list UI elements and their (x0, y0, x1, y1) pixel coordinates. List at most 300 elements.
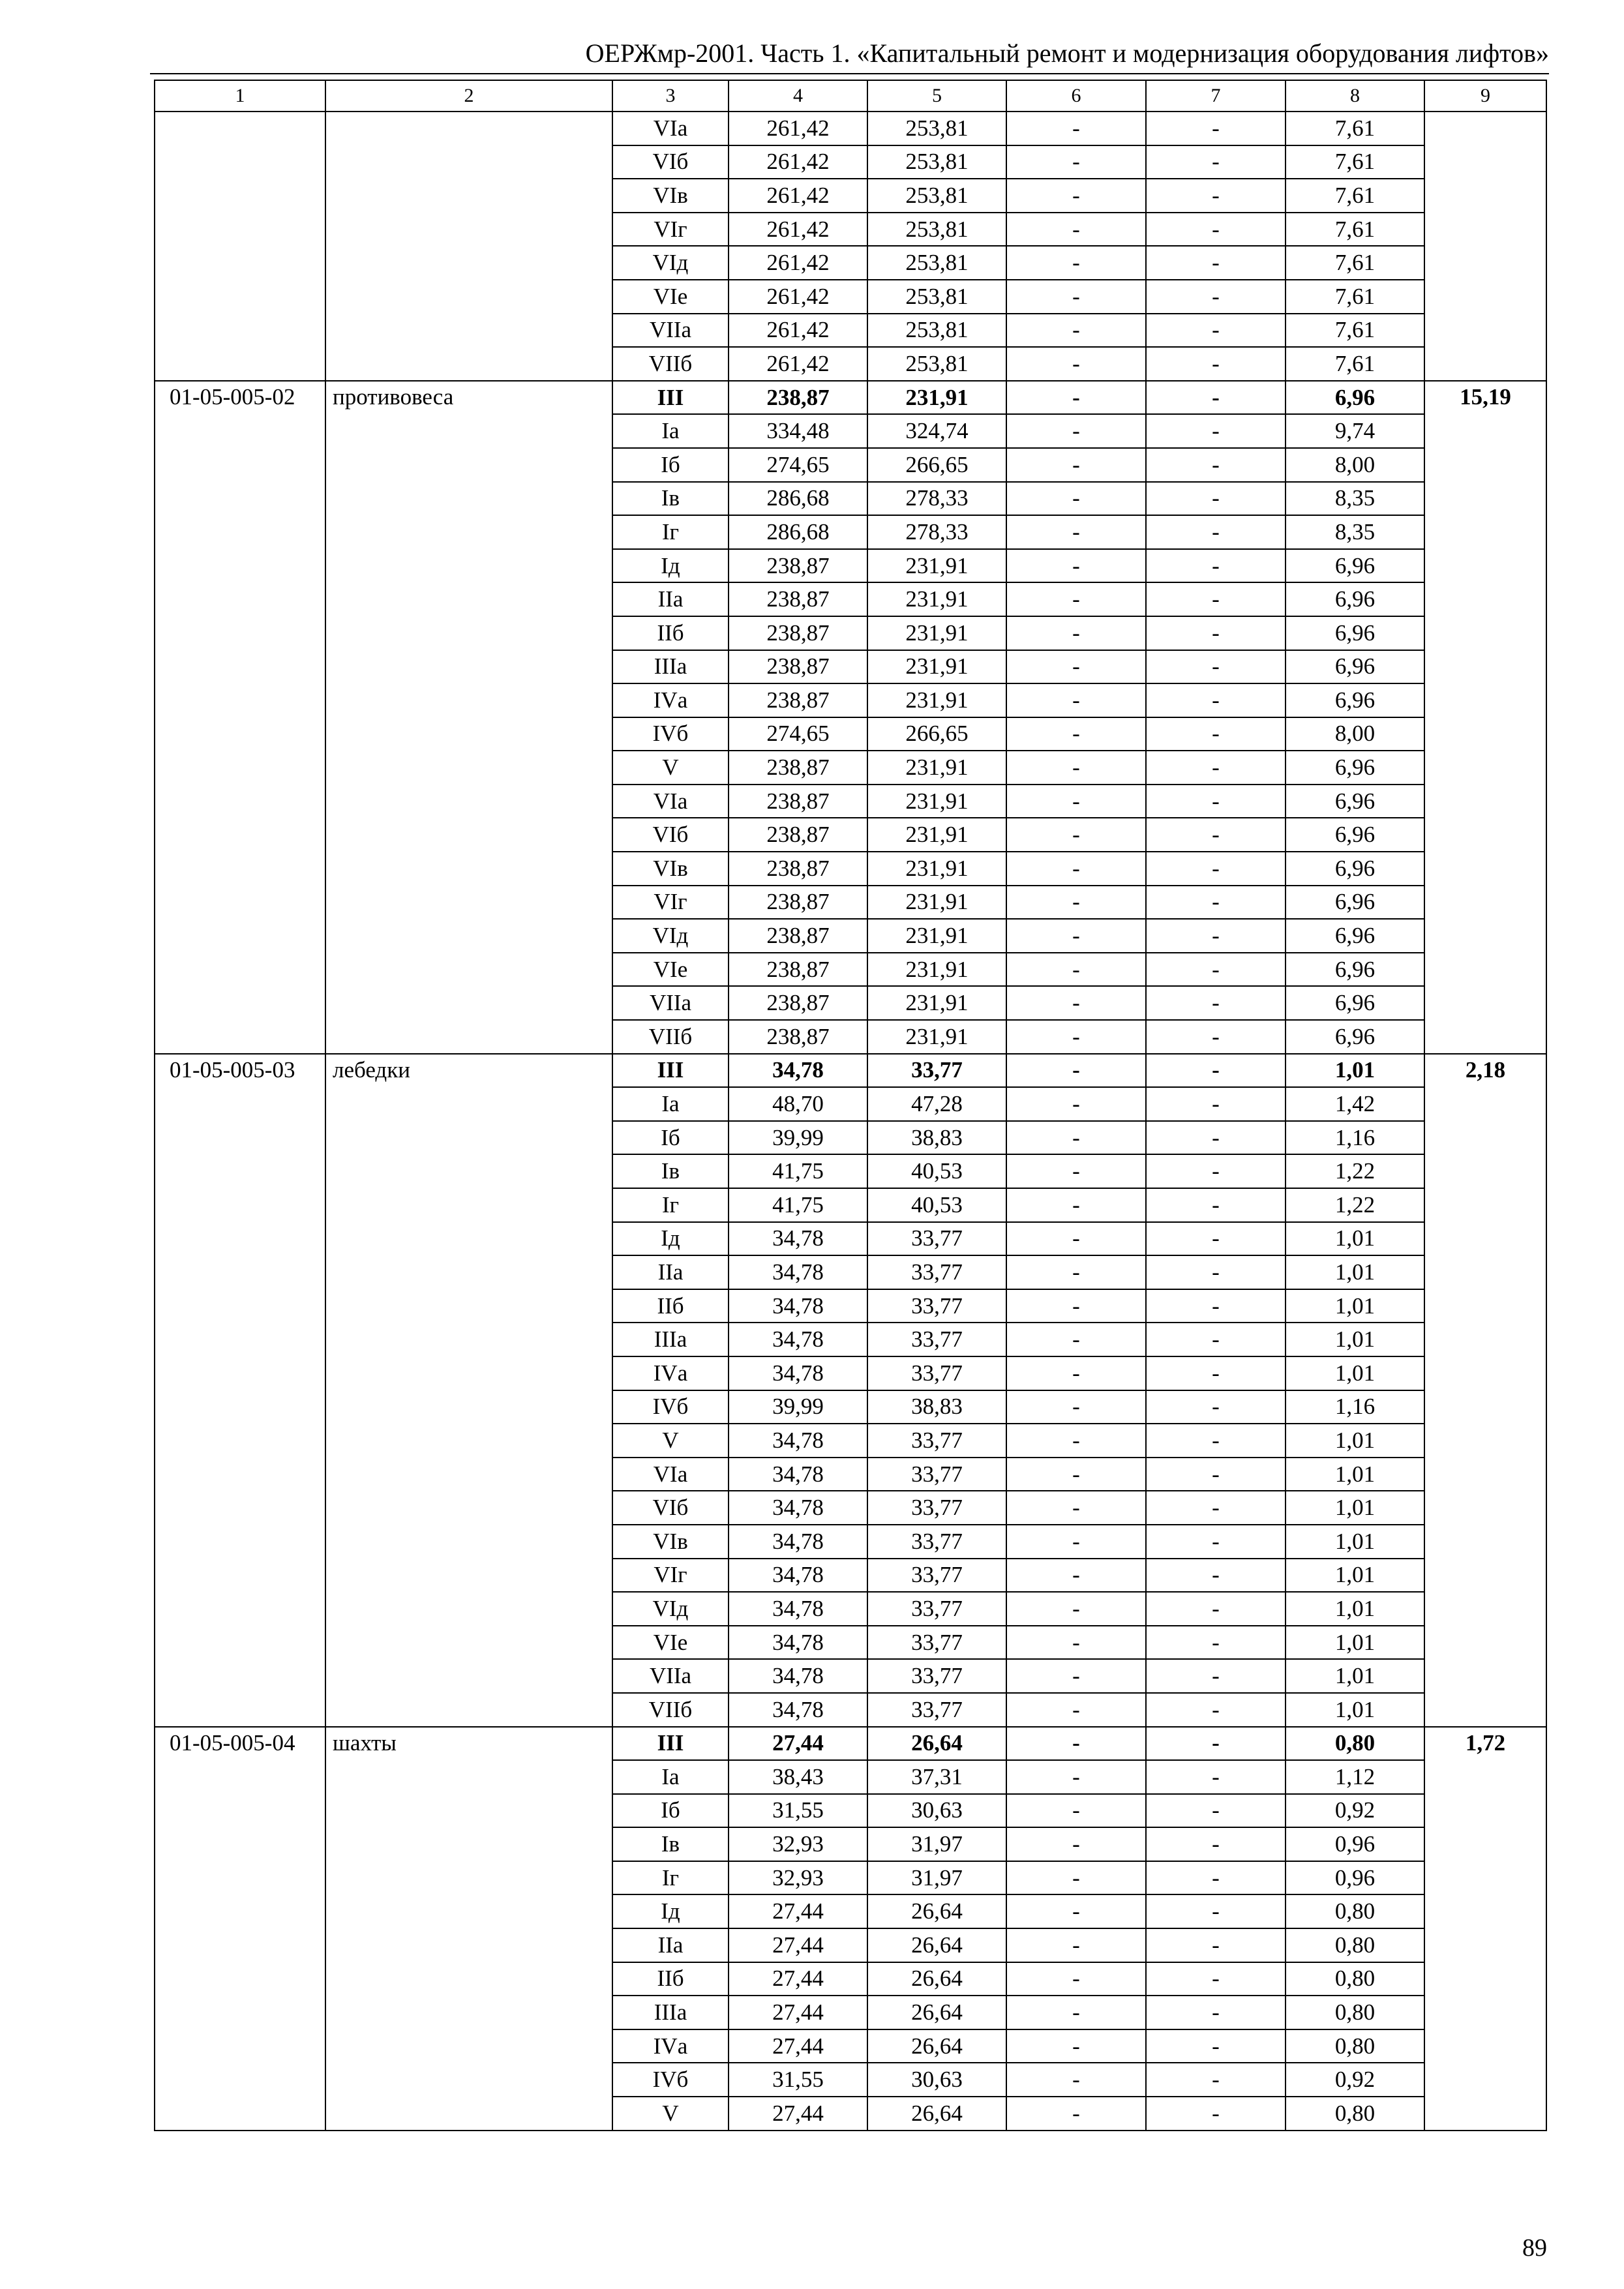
machine-cost-cell: - (1006, 1255, 1146, 1289)
driver-cost-cell: - (1146, 1491, 1286, 1525)
labor-cost-cell: 31,97 (867, 1861, 1006, 1895)
machine-cost-cell: - (1006, 751, 1146, 785)
labor-cost-cell: 231,91 (867, 616, 1006, 650)
materials-cost-cell: 1,01 (1286, 1626, 1424, 1660)
driver-cost-cell: - (1146, 751, 1286, 785)
driver-cost-cell: - (1146, 1659, 1286, 1693)
labor-hours-cell: 15,19 (1424, 381, 1546, 1054)
driver-cost-cell: - (1146, 1289, 1286, 1323)
driver-cost-cell: - (1146, 1390, 1286, 1424)
materials-cost-cell: 6,96 (1286, 381, 1424, 415)
column-number: 4 (729, 80, 867, 112)
machine-cost-cell: - (1006, 1760, 1146, 1794)
materials-cost-cell: 1,16 (1286, 1390, 1424, 1424)
zone-cell: IIа (612, 1928, 729, 1962)
driver-cost-cell: - (1146, 1760, 1286, 1794)
zone-cell: IIб (612, 616, 729, 650)
driver-cost-cell: - (1146, 1020, 1286, 1054)
labor-cost-cell: 253,81 (867, 280, 1006, 314)
machine-cost-cell: - (1006, 1424, 1146, 1458)
column-number-row (155, 80, 1546, 112)
driver-cost-cell: - (1146, 549, 1286, 583)
driver-cost-cell: - (1146, 1592, 1286, 1626)
direct-cost-cell: 238,87 (729, 751, 867, 785)
machine-cost-cell: - (1006, 2029, 1146, 2063)
direct-cost-cell: 31,55 (729, 1794, 867, 1828)
driver-cost-cell: - (1146, 886, 1286, 920)
work-name-cell: противовеса (325, 381, 612, 1054)
materials-cost-cell: 1,01 (1286, 1255, 1424, 1289)
machine-cost-cell: - (1006, 1727, 1146, 1761)
machine-cost-cell: - (1006, 2097, 1146, 2131)
machine-cost-cell: - (1006, 213, 1146, 247)
machine-cost-cell: - (1006, 1996, 1146, 2029)
labor-cost-cell: 33,77 (867, 1054, 1006, 1088)
materials-cost-cell: 6,96 (1286, 886, 1424, 920)
driver-cost-cell: - (1146, 280, 1286, 314)
machine-cost-cell: - (1006, 1928, 1146, 1962)
zone-cell: V (612, 1424, 729, 1458)
direct-cost-cell: 27,44 (729, 1996, 867, 2029)
direct-cost-cell: 238,87 (729, 986, 867, 1020)
materials-cost-cell: 0,96 (1286, 1827, 1424, 1861)
direct-cost-cell: 32,93 (729, 1827, 867, 1861)
materials-cost-cell: 8,35 (1286, 482, 1424, 516)
zone-cell: III (612, 381, 729, 415)
direct-cost-cell: 238,87 (729, 1020, 867, 1054)
zone-cell: Iв (612, 1827, 729, 1861)
materials-cost-cell: 0,80 (1286, 1962, 1424, 1996)
column-number: 6 (1006, 80, 1146, 112)
machine-cost-cell: - (1006, 448, 1146, 482)
direct-cost-cell: 238,87 (729, 616, 867, 650)
column-number: 2 (325, 80, 612, 112)
driver-cost-cell: - (1146, 482, 1286, 516)
labor-cost-cell: 231,91 (867, 953, 1006, 987)
labor-cost-cell: 231,91 (867, 650, 1006, 684)
work-name-cell (325, 112, 612, 381)
materials-cost-cell: 0,80 (1286, 1928, 1424, 1962)
driver-cost-cell: - (1146, 246, 1286, 280)
machine-cost-cell: - (1006, 1491, 1146, 1525)
materials-cost-cell: 8,35 (1286, 515, 1424, 549)
labor-cost-cell: 33,77 (867, 1424, 1006, 1458)
page-header-title: ОЕРЖмр-2001. Часть 1. «Капитальный ремонт и модернизация оборудования лифтов» (585, 38, 1549, 68)
page-number: 89 (1522, 2234, 1547, 2262)
driver-cost-cell: - (1146, 1188, 1286, 1222)
machine-cost-cell: - (1006, 1962, 1146, 1996)
zone-cell: Iа (612, 1760, 729, 1794)
zone-cell: III (612, 1727, 729, 1761)
work-name-cell: шахты (325, 1727, 612, 2131)
table-row (155, 112, 1546, 145)
zone-cell: VIа (612, 112, 729, 145)
driver-cost-cell: - (1146, 616, 1286, 650)
machine-cost-cell: - (1006, 347, 1146, 381)
zone-cell: VIе (612, 1626, 729, 1660)
labor-hours-cell: 2,18 (1424, 1054, 1546, 1727)
direct-cost-cell: 334,48 (729, 414, 867, 448)
machine-cost-cell: - (1006, 986, 1146, 1020)
direct-cost-cell: 27,44 (729, 1962, 867, 1996)
zone-cell: Iв (612, 482, 729, 516)
zone-cell: Iв (612, 1154, 729, 1188)
driver-cost-cell: - (1146, 1323, 1286, 1356)
zone-cell: IIб (612, 1289, 729, 1323)
labor-cost-cell: 266,65 (867, 448, 1006, 482)
labor-cost-cell: 278,33 (867, 515, 1006, 549)
driver-cost-cell: - (1146, 2063, 1286, 2097)
machine-cost-cell: - (1006, 145, 1146, 179)
labor-cost-cell: 33,77 (867, 1356, 1006, 1390)
machine-cost-cell: - (1006, 1054, 1146, 1088)
materials-cost-cell: 6,96 (1286, 919, 1424, 953)
zone-cell: VIв (612, 852, 729, 886)
labor-cost-cell: 324,74 (867, 414, 1006, 448)
table-row (155, 381, 1546, 415)
labor-cost-cell: 231,91 (867, 986, 1006, 1020)
driver-cost-cell: - (1146, 1727, 1286, 1761)
machine-cost-cell: - (1006, 818, 1146, 852)
zone-cell: VIв (612, 1525, 729, 1559)
zone-cell: Iа (612, 414, 729, 448)
direct-cost-cell: 34,78 (729, 1659, 867, 1693)
machine-cost-cell: - (1006, 280, 1146, 314)
labor-cost-cell: 40,53 (867, 1154, 1006, 1188)
column-number: 3 (612, 80, 729, 112)
rate-code-cell: 01-05-005-04 (155, 1727, 325, 2131)
driver-cost-cell: - (1146, 1087, 1286, 1121)
direct-cost-cell: 31,55 (729, 2063, 867, 2097)
zone-cell: VIIа (612, 314, 729, 348)
column-number: 8 (1286, 80, 1424, 112)
direct-cost-cell: 34,78 (729, 1289, 867, 1323)
rate-code-cell (155, 112, 325, 381)
driver-cost-cell: - (1146, 1928, 1286, 1962)
direct-cost-cell: 34,78 (729, 1356, 867, 1390)
materials-cost-cell: 8,00 (1286, 717, 1424, 751)
labor-cost-cell: 33,77 (867, 1458, 1006, 1491)
materials-cost-cell: 1,01 (1286, 1289, 1424, 1323)
direct-cost-cell: 39,99 (729, 1390, 867, 1424)
labor-cost-cell: 231,91 (867, 1020, 1006, 1054)
materials-cost-cell: 7,61 (1286, 314, 1424, 348)
labor-cost-cell: 231,91 (867, 381, 1006, 415)
zone-cell: Iд (612, 1894, 729, 1928)
labor-cost-cell: 30,63 (867, 2063, 1006, 2097)
materials-cost-cell: 6,96 (1286, 852, 1424, 886)
materials-cost-cell: 7,61 (1286, 213, 1424, 247)
labor-cost-cell: 231,91 (867, 886, 1006, 920)
zone-cell: VIд (612, 919, 729, 953)
materials-cost-cell: 0,92 (1286, 1794, 1424, 1828)
direct-cost-cell: 261,42 (729, 280, 867, 314)
materials-cost-cell: 1,01 (1286, 1491, 1424, 1525)
labor-cost-cell: 33,77 (867, 1626, 1006, 1660)
materials-cost-cell: 6,96 (1286, 1020, 1424, 1054)
labor-cost-cell: 26,64 (867, 1996, 1006, 2029)
rate-code-cell: 01-05-005-02 (155, 381, 325, 1054)
labor-cost-cell: 253,81 (867, 347, 1006, 381)
materials-cost-cell: 1,01 (1286, 1525, 1424, 1559)
labor-cost-cell: 253,81 (867, 179, 1006, 213)
machine-cost-cell: - (1006, 1020, 1146, 1054)
machine-cost-cell: - (1006, 953, 1146, 987)
labor-cost-cell: 33,77 (867, 1323, 1006, 1356)
labor-cost-cell: 278,33 (867, 482, 1006, 516)
direct-cost-cell: 34,78 (729, 1255, 867, 1289)
labor-cost-cell: 30,63 (867, 1794, 1006, 1828)
machine-cost-cell: - (1006, 582, 1146, 616)
driver-cost-cell: - (1146, 381, 1286, 415)
direct-cost-cell: 261,42 (729, 179, 867, 213)
machine-cost-cell: - (1006, 482, 1146, 516)
zone-cell: Iа (612, 1087, 729, 1121)
machine-cost-cell: - (1006, 246, 1146, 280)
labor-cost-cell: 33,77 (867, 1525, 1006, 1559)
driver-cost-cell: - (1146, 179, 1286, 213)
zone-cell: IVб (612, 2063, 729, 2097)
zone-cell: Iд (612, 1222, 729, 1256)
machine-cost-cell: - (1006, 179, 1146, 213)
driver-cost-cell: - (1146, 919, 1286, 953)
driver-cost-cell: - (1146, 515, 1286, 549)
machine-cost-cell: - (1006, 1559, 1146, 1593)
labor-cost-cell: 38,83 (867, 1121, 1006, 1155)
direct-cost-cell: 238,87 (729, 683, 867, 717)
direct-cost-cell: 286,68 (729, 482, 867, 516)
materials-cost-cell: 1,12 (1286, 1760, 1424, 1794)
direct-cost-cell: 34,78 (729, 1626, 867, 1660)
driver-cost-cell: - (1146, 582, 1286, 616)
labor-cost-cell: 253,81 (867, 145, 1006, 179)
zone-cell: IIб (612, 1962, 729, 1996)
direct-cost-cell: 261,42 (729, 347, 867, 381)
materials-cost-cell: 6,96 (1286, 818, 1424, 852)
direct-cost-cell: 34,78 (729, 1222, 867, 1256)
materials-cost-cell: 1,01 (1286, 1592, 1424, 1626)
machine-cost-cell: - (1006, 1525, 1146, 1559)
machine-cost-cell: - (1006, 886, 1146, 920)
materials-cost-cell: 7,61 (1286, 246, 1424, 280)
zone-cell: IVа (612, 1356, 729, 1390)
direct-cost-cell: 27,44 (729, 2029, 867, 2063)
machine-cost-cell: - (1006, 112, 1146, 145)
labor-cost-cell: 40,53 (867, 1188, 1006, 1222)
zone-cell: VIIа (612, 986, 729, 1020)
machine-cost-cell: - (1006, 683, 1146, 717)
machine-cost-cell: - (1006, 785, 1146, 818)
rates-table (154, 80, 1547, 2131)
zone-cell: V (612, 751, 729, 785)
driver-cost-cell: - (1146, 314, 1286, 348)
zone-cell: Iг (612, 1861, 729, 1895)
materials-cost-cell: 1,01 (1286, 1424, 1424, 1458)
materials-cost-cell: 1,01 (1286, 1222, 1424, 1256)
labor-cost-cell: 26,64 (867, 1928, 1006, 1962)
materials-cost-cell: 6,96 (1286, 953, 1424, 987)
driver-cost-cell: - (1146, 347, 1286, 381)
direct-cost-cell: 261,42 (729, 213, 867, 247)
labor-cost-cell: 231,91 (867, 549, 1006, 583)
materials-cost-cell: 6,96 (1286, 785, 1424, 818)
machine-cost-cell: - (1006, 852, 1146, 886)
materials-cost-cell: 6,96 (1286, 582, 1424, 616)
zone-cell: VIб (612, 145, 729, 179)
driver-cost-cell: - (1146, 2029, 1286, 2063)
labor-cost-cell: 31,97 (867, 1827, 1006, 1861)
zone-cell: VIIб (612, 1693, 729, 1727)
direct-cost-cell: 27,44 (729, 1894, 867, 1928)
header-divider (150, 73, 1549, 74)
materials-cost-cell: 0,80 (1286, 2029, 1424, 2063)
driver-cost-cell: - (1146, 1121, 1286, 1155)
zone-cell: VIа (612, 785, 729, 818)
materials-cost-cell: 6,96 (1286, 549, 1424, 583)
zone-cell: IVб (612, 717, 729, 751)
driver-cost-cell: - (1146, 1222, 1286, 1256)
direct-cost-cell: 39,99 (729, 1121, 867, 1155)
driver-cost-cell: - (1146, 818, 1286, 852)
direct-cost-cell: 261,42 (729, 145, 867, 179)
materials-cost-cell: 7,61 (1286, 347, 1424, 381)
zone-cell: VIв (612, 179, 729, 213)
materials-cost-cell: 7,61 (1286, 112, 1424, 145)
materials-cost-cell: 6,96 (1286, 683, 1424, 717)
zone-cell: VIг (612, 213, 729, 247)
labor-cost-cell: 33,77 (867, 1255, 1006, 1289)
machine-cost-cell: - (1006, 1188, 1146, 1222)
driver-cost-cell: - (1146, 785, 1286, 818)
materials-cost-cell: 1,01 (1286, 1559, 1424, 1593)
driver-cost-cell: - (1146, 414, 1286, 448)
driver-cost-cell: - (1146, 1962, 1286, 1996)
driver-cost-cell: - (1146, 1996, 1286, 2029)
zone-cell: Iб (612, 1121, 729, 1155)
zone-cell: VIе (612, 280, 729, 314)
direct-cost-cell: 238,87 (729, 650, 867, 684)
zone-cell: V (612, 2097, 729, 2131)
direct-cost-cell: 32,93 (729, 1861, 867, 1895)
direct-cost-cell: 27,44 (729, 1928, 867, 1962)
labor-cost-cell: 231,91 (867, 683, 1006, 717)
zone-cell: IVб (612, 1390, 729, 1424)
labor-cost-cell: 231,91 (867, 919, 1006, 953)
driver-cost-cell: - (1146, 1626, 1286, 1660)
labor-cost-cell: 38,83 (867, 1390, 1006, 1424)
zone-cell: VIIб (612, 1020, 729, 1054)
machine-cost-cell: - (1006, 717, 1146, 751)
table-row (155, 1727, 1546, 1761)
direct-cost-cell: 27,44 (729, 1727, 867, 1761)
column-number: 7 (1146, 80, 1286, 112)
materials-cost-cell: 7,61 (1286, 280, 1424, 314)
zone-cell: VIб (612, 1491, 729, 1525)
zone-cell: VIд (612, 1592, 729, 1626)
direct-cost-cell: 238,87 (729, 785, 867, 818)
driver-cost-cell: - (1146, 1525, 1286, 1559)
materials-cost-cell: 1,01 (1286, 1323, 1424, 1356)
direct-cost-cell: 27,44 (729, 2097, 867, 2131)
direct-cost-cell: 34,78 (729, 1054, 867, 1088)
labor-cost-cell: 231,91 (867, 852, 1006, 886)
driver-cost-cell: - (1146, 1424, 1286, 1458)
driver-cost-cell: - (1146, 213, 1286, 247)
machine-cost-cell: - (1006, 1659, 1146, 1693)
zone-cell: VIIа (612, 1659, 729, 1693)
column-number: 1 (155, 80, 325, 112)
labor-cost-cell: 253,81 (867, 112, 1006, 145)
machine-cost-cell: - (1006, 1794, 1146, 1828)
rate-code-cell: 01-05-005-03 (155, 1054, 325, 1727)
machine-cost-cell: - (1006, 2063, 1146, 2097)
materials-cost-cell: 0,80 (1286, 2097, 1424, 2131)
direct-cost-cell: 238,87 (729, 919, 867, 953)
zone-cell: IIа (612, 582, 729, 616)
zone-cell: IVа (612, 2029, 729, 2063)
machine-cost-cell: - (1006, 1894, 1146, 1928)
direct-cost-cell: 238,87 (729, 852, 867, 886)
materials-cost-cell: 9,74 (1286, 414, 1424, 448)
zone-cell: Iб (612, 448, 729, 482)
labor-cost-cell: 33,77 (867, 1289, 1006, 1323)
machine-cost-cell: - (1006, 381, 1146, 415)
materials-cost-cell: 1,22 (1286, 1154, 1424, 1188)
zone-cell: VIа (612, 1458, 729, 1491)
machine-cost-cell: - (1006, 650, 1146, 684)
driver-cost-cell: - (1146, 2097, 1286, 2131)
direct-cost-cell: 261,42 (729, 112, 867, 145)
direct-cost-cell: 34,78 (729, 1323, 867, 1356)
machine-cost-cell: - (1006, 1390, 1146, 1424)
materials-cost-cell: 1,16 (1286, 1121, 1424, 1155)
machine-cost-cell: - (1006, 1222, 1146, 1256)
zone-cell: Iг (612, 515, 729, 549)
zone-cell: IVа (612, 683, 729, 717)
zone-cell: VIе (612, 953, 729, 987)
machine-cost-cell: - (1006, 1323, 1146, 1356)
zone-cell: Iг (612, 1188, 729, 1222)
zone-cell: VIб (612, 818, 729, 852)
direct-cost-cell: 34,78 (729, 1491, 867, 1525)
machine-cost-cell: - (1006, 1121, 1146, 1155)
materials-cost-cell: 0,80 (1286, 1727, 1424, 1761)
direct-cost-cell: 274,65 (729, 448, 867, 482)
labor-cost-cell: 47,28 (867, 1087, 1006, 1121)
labor-cost-cell: 231,91 (867, 785, 1006, 818)
labor-cost-cell: 253,81 (867, 246, 1006, 280)
materials-cost-cell: 1,01 (1286, 1458, 1424, 1491)
zone-cell: IIа (612, 1255, 729, 1289)
zone-cell: Iб (612, 1794, 729, 1828)
labor-cost-cell: 26,64 (867, 1727, 1006, 1761)
driver-cost-cell: - (1146, 1255, 1286, 1289)
driver-cost-cell: - (1146, 717, 1286, 751)
materials-cost-cell: 7,61 (1286, 145, 1424, 179)
direct-cost-cell: 261,42 (729, 246, 867, 280)
direct-cost-cell: 34,78 (729, 1559, 867, 1593)
zone-cell: VIг (612, 1559, 729, 1593)
zone-cell: IIIа (612, 650, 729, 684)
direct-cost-cell: 274,65 (729, 717, 867, 751)
driver-cost-cell: - (1146, 852, 1286, 886)
zone-cell: III (612, 1054, 729, 1088)
driver-cost-cell: - (1146, 1693, 1286, 1727)
materials-cost-cell: 6,96 (1286, 986, 1424, 1020)
labor-cost-cell: 33,77 (867, 1659, 1006, 1693)
machine-cost-cell: - (1006, 1154, 1146, 1188)
direct-cost-cell: 238,87 (729, 582, 867, 616)
